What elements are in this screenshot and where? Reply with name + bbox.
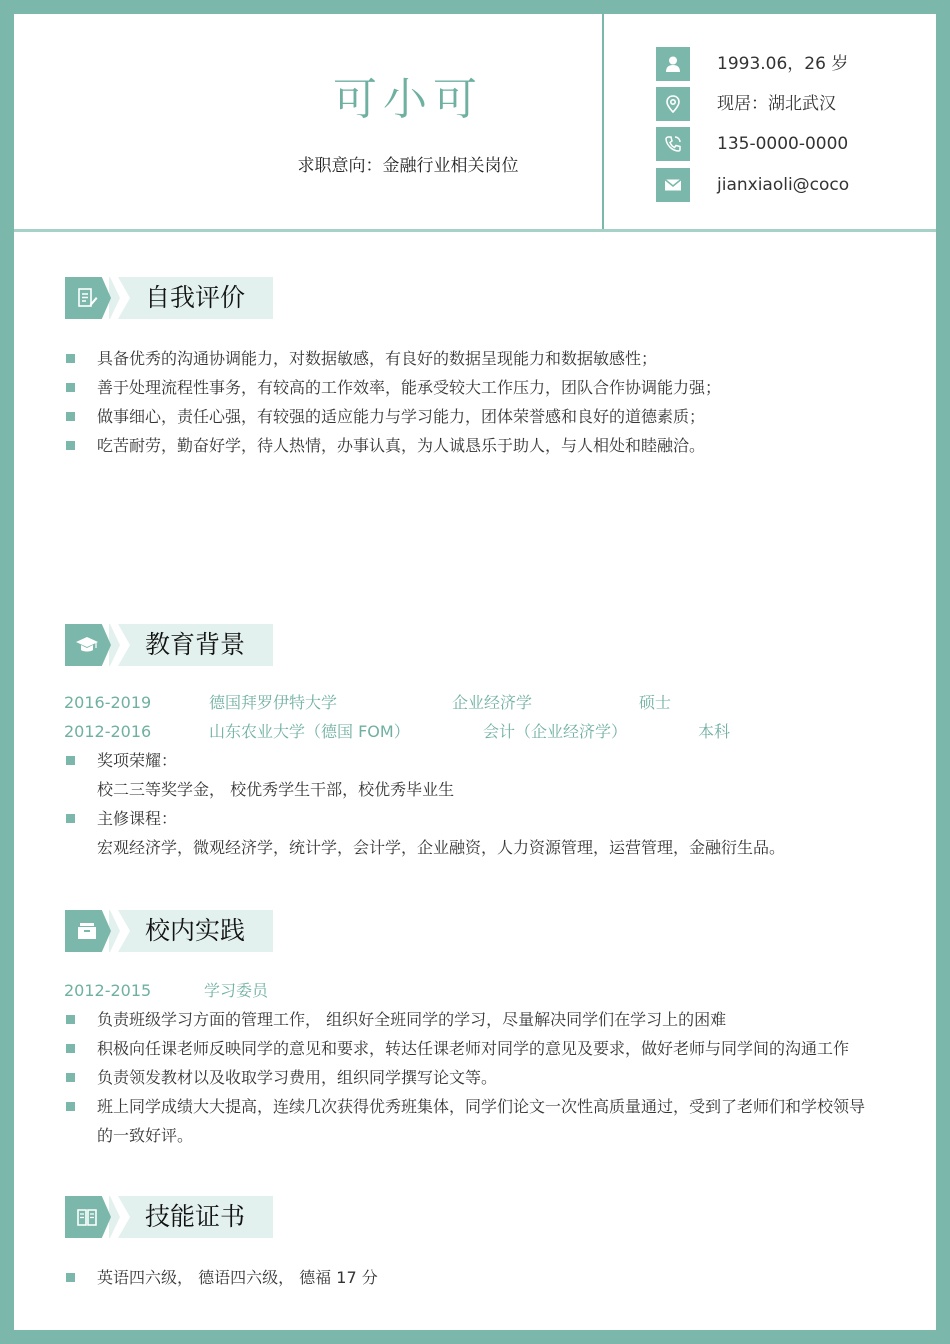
document-edit-icon <box>75 286 99 310</box>
list-item: 吃苦耐劳，勤奋好学，待人热情，办事认真，为人诚恳乐于助人，与人相处和睦融洽。 <box>65 431 905 460</box>
candidate-name: 可小可 <box>333 74 483 125</box>
list-item: 英语四六级， 德语四六级， 德福 17 分 <box>65 1263 905 1292</box>
user-icon <box>656 47 690 81</box>
section-education-header <box>65 624 273 666</box>
edu-major: 会计（企业经济学） <box>483 722 628 741</box>
contact-email <box>656 168 946 202</box>
list-item: 班上同学成绩大大提高，连续几次获得优秀班集体，同学们论文一次性高质量通过，受到了老师们和学校领导的一致好评。 <box>65 1092 865 1150</box>
list-item: 积极向任课老师反映同学的意见和要求，转达任课老师对同学的意见及要求，做好老师与同学间的沟通工作 <box>65 1034 905 1063</box>
graduation-cap-icon <box>75 633 99 657</box>
list-item: 负责领发教材以及收取学习费用，组织同学撰写论文等。 <box>65 1063 905 1092</box>
briefcase-icon <box>75 919 99 943</box>
contact-phone <box>656 127 946 161</box>
section-title-skills: 技能证书 <box>145 1202 246 1231</box>
edu-school: 德国拜罗伊特大学 <box>209 693 338 712</box>
location-icon <box>656 87 690 121</box>
edu-period: 2016-2019 <box>64 693 152 712</box>
contact-email-text: jianxiaoli@coco <box>717 175 850 195</box>
courses-text: 宏观经济学，微观经济学，统计学，会计学，企业融资，人力资源管理，运营管理，金融衍生品。 <box>97 838 786 857</box>
edu-major: 企业经济学 <box>452 693 533 712</box>
practice-role: 学习委员 <box>204 981 269 1000</box>
section-title-practice: 校内实践 <box>145 916 246 945</box>
contact-location <box>656 87 946 121</box>
courses-label: 主修课程： <box>65 804 905 833</box>
contact-birth-text: 1993.06，26 岁 <box>717 54 849 74</box>
header-bottom-line <box>14 229 936 232</box>
list-item: 做事细心，责任心强，有较强的适应能力与学习能力，团体荣誉感和良好的道德素质； <box>65 402 905 431</box>
practice-period: 2012-2015 <box>64 981 152 1000</box>
book-icon <box>75 1205 99 1229</box>
section-practice-header <box>65 910 273 952</box>
section-skills-header <box>65 1196 273 1238</box>
awards-label: 奖项荣耀： <box>65 746 905 775</box>
resume-page <box>14 14 936 1330</box>
contact-birth <box>656 47 946 81</box>
edu-period: 2012-2016 <box>64 722 152 741</box>
list-item: 善于处理流程性事务，有较高的工作效率，能承受较大工作压力，团队合作协调能力强； <box>65 373 905 402</box>
edu-degree: 本科 <box>698 722 731 741</box>
contact-phone-text: 135-0000-0000 <box>717 134 849 154</box>
phone-icon <box>656 127 690 161</box>
list-item: 具备优秀的沟通协调能力，对数据敏感，有良好的数据呈现能力和数据敏感性； <box>65 344 905 373</box>
list-item: 负责班级学习方面的管理工作， 组织好全班同学的学习，尽量解决同学们在学习上的困难 <box>65 1005 905 1034</box>
awards-text: 校二三等奖学金， 校优秀学生干部，校优秀毕业生 <box>97 780 455 799</box>
job-intent: 求职意向：金融行业相关岗位 <box>297 156 519 176</box>
contact-location-text: 现居：湖北武汉 <box>717 94 836 114</box>
section-title-education: 教育背景 <box>145 630 246 659</box>
edu-degree: 硕士 <box>639 693 672 712</box>
edu-school: 山东农业大学（德国 FOM） <box>209 722 410 741</box>
section-title-self-eval: 自我评价 <box>145 283 246 312</box>
section-self-eval-header <box>65 277 273 319</box>
mail-icon <box>656 168 690 202</box>
